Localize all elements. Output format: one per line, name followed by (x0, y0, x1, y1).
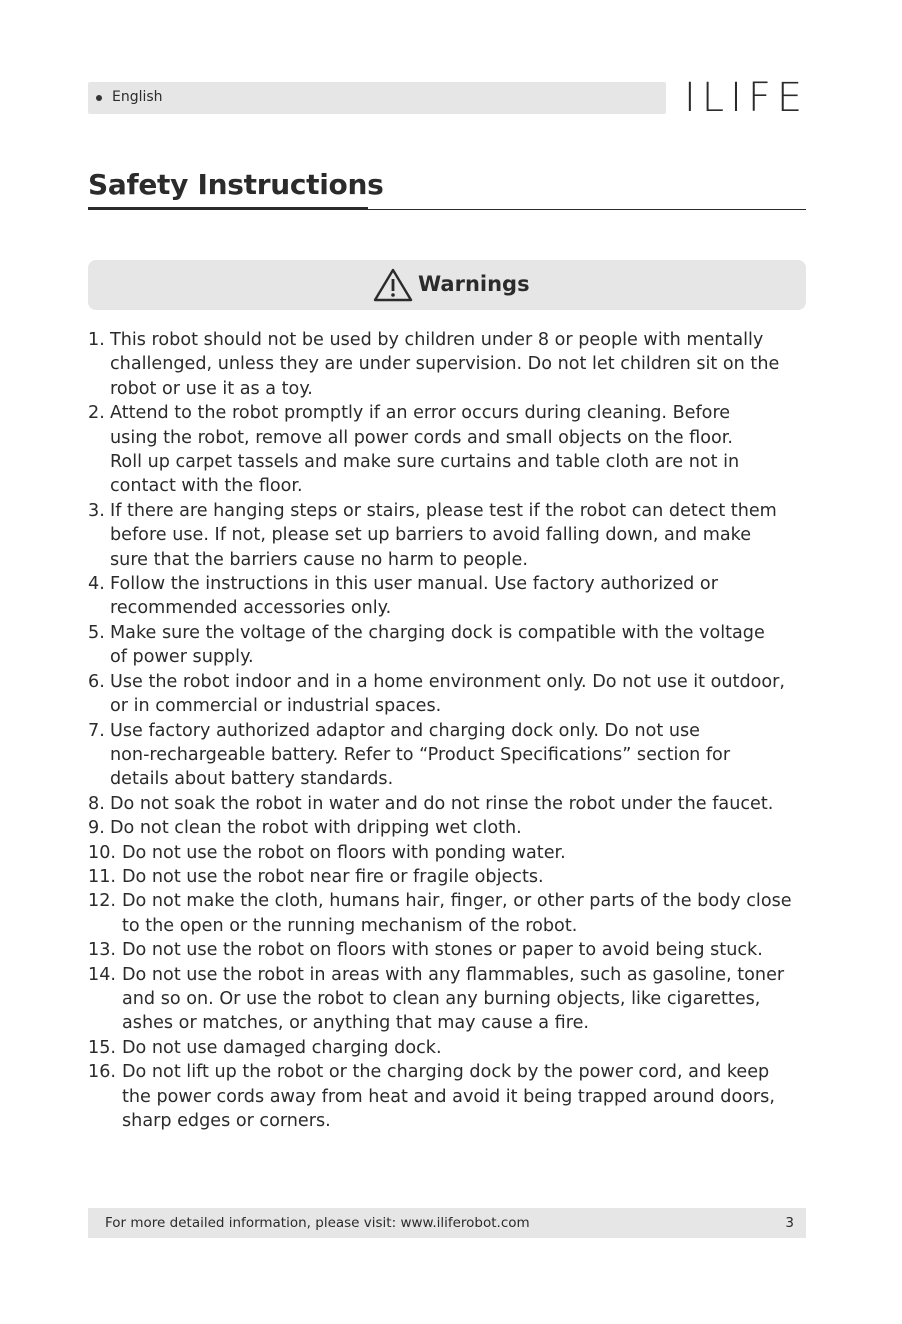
item-line: non-rechargeable battery. Refer to “Product Specifications” section for (110, 744, 731, 765)
item-line: Use the robot indoor and in a home environment only. Do not use it outdoor, (110, 671, 785, 692)
list-item (88, 401, 818, 499)
item-line: sure that the barriers cause no harm to people. (110, 549, 528, 570)
item-line: Use factory authorized adaptor and charging dock only. Do not use (110, 720, 700, 741)
warnings-label: Warnings (418, 272, 530, 296)
item-line: contact with the floor. (110, 476, 303, 497)
item-text (110, 328, 818, 401)
item-number: 5. (88, 622, 105, 643)
footer-bar (88, 1208, 806, 1238)
item-text (122, 865, 818, 889)
item-line: details about battery standards. (110, 769, 394, 790)
item-text (110, 670, 818, 719)
item-line: the power cords away from heat and avoid it being trapped around doors, (122, 1086, 775, 1107)
item-line: ashes or matches, or anything that may cause a fire. (122, 1013, 590, 1034)
item-number: 8. (88, 793, 105, 814)
item-line: If there are hanging steps or stairs, please test if the robot can detect them (110, 500, 777, 521)
item-number: 14. (88, 964, 116, 985)
item-number: 13. (88, 940, 116, 961)
item-text (122, 963, 818, 1036)
title-rule (368, 209, 806, 210)
item-line: robot or use it as a toy. (110, 378, 313, 399)
item-text (122, 938, 818, 962)
item-line: This robot should not be used by children under 8 or people with mentally (110, 330, 764, 350)
list-item (88, 719, 818, 792)
item-line: challenged, unless they are under supervision. Do not let children sit on the (110, 354, 780, 375)
item-number: 4. (88, 574, 105, 595)
item-line: Do not lift up the robot or the charging dock by the power cord, and keep (122, 1062, 770, 1083)
item-text (110, 816, 818, 840)
item-text (122, 841, 818, 865)
language-bar (88, 82, 666, 114)
item-number: 3. (88, 500, 105, 521)
item-line: recommended accessories only. (110, 598, 392, 619)
list-item (88, 499, 818, 572)
item-line: Do not make the cloth, humans hair, finger, or other parts of the body close (122, 891, 792, 912)
item-line: Make sure the voltage of the charging dock is compatible with the voltage (110, 622, 765, 643)
item-line: before use. If not, please set up barriers to avoid falling down, and make (110, 525, 752, 546)
item-text (122, 1036, 818, 1060)
item-line: Follow the instructions in this user manual. Use factory authorized or (110, 574, 718, 595)
item-number: 15. (88, 1037, 116, 1058)
title-underline (88, 207, 368, 210)
item-number: 6. (88, 671, 105, 692)
list-item (88, 1036, 818, 1060)
list-item (88, 889, 818, 938)
item-line: or in commercial or industrial spaces. (110, 696, 442, 717)
item-text (110, 499, 818, 572)
item-number: 12. (88, 891, 116, 912)
item-line: using the robot, remove all power cords and small objects on the floor. (110, 427, 733, 448)
list-item (88, 841, 818, 865)
item-line: Attend to the robot promptly if an error occurs during cleaning. Before (110, 403, 731, 424)
item-line: sharp edges or corners. (122, 1111, 331, 1131)
item-line: Do not soak the robot in water and do not rinse the robot under the faucet. (110, 793, 774, 814)
list-item (88, 670, 818, 719)
warning-triangle-icon (373, 268, 413, 302)
item-line: Do not use the robot on floors with ponding water. (122, 842, 566, 863)
item-line: of power supply. (110, 647, 254, 668)
item-number: 10. (88, 842, 116, 863)
item-number: 11. (88, 866, 116, 887)
list-item (88, 792, 818, 816)
item-text (110, 792, 818, 816)
item-line: Roll up carpet tassels and make sure curtains and table cloth are not in (110, 452, 740, 473)
item-line: Do not use the robot near fire or fragile objects. (122, 866, 544, 887)
bullet-icon (96, 95, 102, 101)
list-item (88, 938, 818, 962)
item-number: 2. (88, 403, 105, 424)
list-item (88, 963, 818, 1036)
list-item (88, 328, 818, 401)
language-label: English (112, 89, 163, 105)
item-line: Do not use the robot in areas with any flammables, such as gasoline, toner (122, 964, 785, 985)
item-number: 9. (88, 818, 105, 839)
item-text (110, 572, 818, 621)
item-text (110, 401, 818, 499)
item-text (110, 719, 818, 792)
item-line: Do not clean the robot with dripping wet cloth. (110, 818, 522, 839)
list-item (88, 621, 818, 670)
item-text (122, 889, 818, 938)
list-item (88, 1060, 818, 1133)
page-number: 3 (785, 1215, 794, 1231)
item-number: 1. (88, 330, 105, 350)
page-title: Safety Instructions (88, 168, 384, 201)
item-line: to the open or the running mechanism of the robot. (122, 915, 578, 936)
safety-list (88, 328, 818, 1133)
item-number: 16. (88, 1062, 116, 1083)
item-line: Do not use damaged charging dock. (122, 1037, 442, 1058)
list-item (88, 816, 818, 840)
brand-logo: ILIFE (684, 75, 809, 121)
item-number: 7. (88, 720, 105, 741)
footer-text: For more detailed information, please visit: www.iliferobot.com (105, 1215, 530, 1231)
list-item (88, 865, 818, 889)
list-item (88, 572, 818, 621)
item-line: and so on. Or use the robot to clean any burning objects, like cigarettes, (122, 988, 761, 1009)
warnings-banner (88, 260, 806, 310)
item-text (122, 1060, 818, 1133)
item-text (110, 621, 818, 670)
item-line: Do not use the robot on floors with stones or paper to avoid being stuck. (122, 940, 763, 961)
